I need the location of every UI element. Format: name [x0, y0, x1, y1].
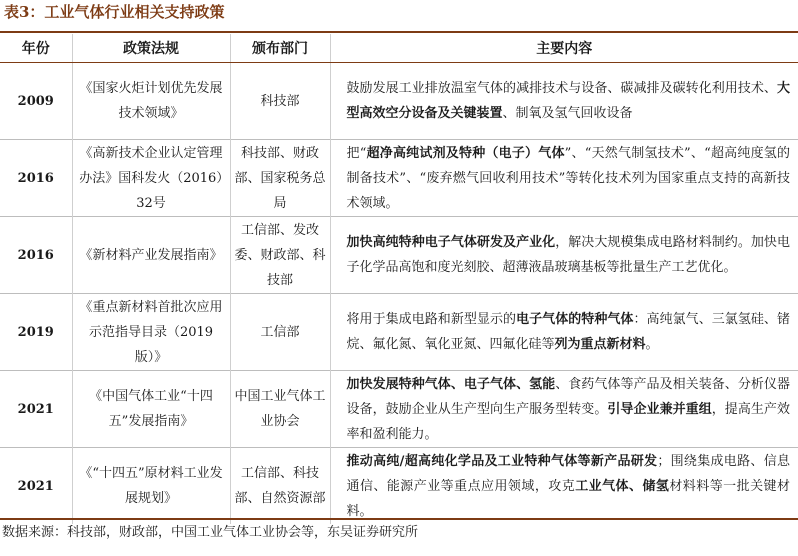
top-rule [0, 31, 798, 33]
table-title: 表3：工业气体行业相关支持政策 [4, 3, 225, 21]
cell-policy: 《重点新材料首批次应用示范指导目录（2019版）》 [72, 294, 230, 371]
cell-content [330, 140, 798, 217]
bottom-rule [0, 518, 798, 520]
cell-year: 2019 [0, 294, 72, 371]
header-year: 年份 [0, 34, 72, 63]
table-row [0, 448, 798, 525]
table-row [0, 140, 798, 217]
content-emphasis: 工业气体、储氢 [575, 478, 670, 494]
content-emphasis: 电子气体的特种气体 [516, 312, 634, 327]
table-row [0, 294, 798, 371]
cell-dept: 工信部、发改委、财政部、科技部 [230, 217, 330, 294]
content-text: ：高纯氯气、三氯氢硅、锗烷、氟化氮、氧化亚氮、四氟化硅等 [346, 312, 790, 352]
header-content: 主要内容 [330, 34, 798, 63]
content-emphasis: 列为重点新材料 [554, 337, 646, 352]
cell-dept: 科技部 [230, 63, 330, 140]
cell-year: 2021 [0, 448, 72, 525]
table-row [0, 217, 798, 294]
policy-table [0, 34, 798, 524]
content-emphasis: 推动高纯/超高纯化学品及工业特种气体等新产品研发 [346, 453, 658, 469]
cell-policy: 《国家火炬计划优先发展技术领域》 [72, 63, 230, 140]
header-row [0, 34, 798, 63]
cell-policy: 《“十四五”原材料工业发展规划》 [72, 448, 230, 525]
cell-policy: 《新材料产业发展指南》 [72, 217, 230, 294]
table-row [0, 63, 798, 140]
cell-year: 2021 [0, 371, 72, 448]
cell-content [330, 217, 798, 294]
cell-content [330, 371, 798, 448]
cell-content [330, 448, 798, 525]
table-row [0, 371, 798, 448]
source-note: 数据来源：科技部，财政部，中国工业气体工业协会等，东吴证券研究所 [2, 525, 419, 540]
content-emphasis: 超净高纯试剂及特种（电子）气体 [366, 145, 565, 161]
cell-year: 2016 [0, 217, 72, 294]
content-text: ；围绕集成电路、信息通信、能源产业等重点应用领域，攻克 [346, 453, 790, 494]
content-text: 把“ [346, 145, 367, 161]
content-text: ”、“天然气制氢技术”、“超高纯度氢的制备技术”、“废弃燃气回收利用技术”等转化技术列为国家重点支持的高新技术领域。 [346, 145, 790, 211]
cell-dept: 工信部 [230, 294, 330, 371]
cell-content [330, 63, 798, 140]
cell-policy: 《高新技术企业认定管理办法》国科发火（2016）32号 [72, 140, 230, 217]
cell-policy: 《中国气体工业“十四五”发展指南》 [72, 371, 230, 448]
content-emphasis: 大型高效空分设备及关键装置 [346, 81, 790, 121]
content-text: ，提高生产效率和盈利能力。 [346, 401, 790, 442]
content-text: 。 [645, 337, 659, 352]
cell-year: 2009 [17, 93, 54, 109]
header-dept: 颁布部门 [230, 34, 330, 63]
header-policy: 政策法规 [72, 34, 230, 63]
content-emphasis: 加快高纯特种电子气体研发及产业化 [346, 235, 556, 250]
cell-dept: 工信部、科技部、自然资源部 [230, 448, 330, 525]
content-emphasis: 引导企业兼并重组 [607, 401, 712, 417]
content-text: 、制氧及氢气回收设备 [502, 106, 633, 121]
content-text: 材料料等一批关键材料。 [346, 478, 790, 519]
cell-content [330, 294, 798, 371]
cell-year: 2016 [0, 140, 72, 217]
content-text: 鼓励发展工业排放温室气体的减排技术与设备、碳减排及碳转化利用技术、 [346, 81, 777, 96]
content-text: 、食药气体等产品及相关装备、分析仪器设备，鼓励企业从生产型向生产服务型转变。 [346, 376, 790, 417]
content-text: ，解决大规模集成电路材料制约。加快电子化学品高饱和度光刻胶、超薄液晶玻璃基板等批量生产工艺优化。 [346, 235, 790, 275]
cell-dept: 中国工业气体工业协会 [230, 371, 330, 448]
content-emphasis: 加快发展特种气体、电子气体、氢能 [346, 376, 556, 392]
content-text: 将用于集成电路和新型显示的 [346, 312, 517, 327]
cell-dept: 科技部、财政部、国家税务总局 [230, 140, 330, 217]
